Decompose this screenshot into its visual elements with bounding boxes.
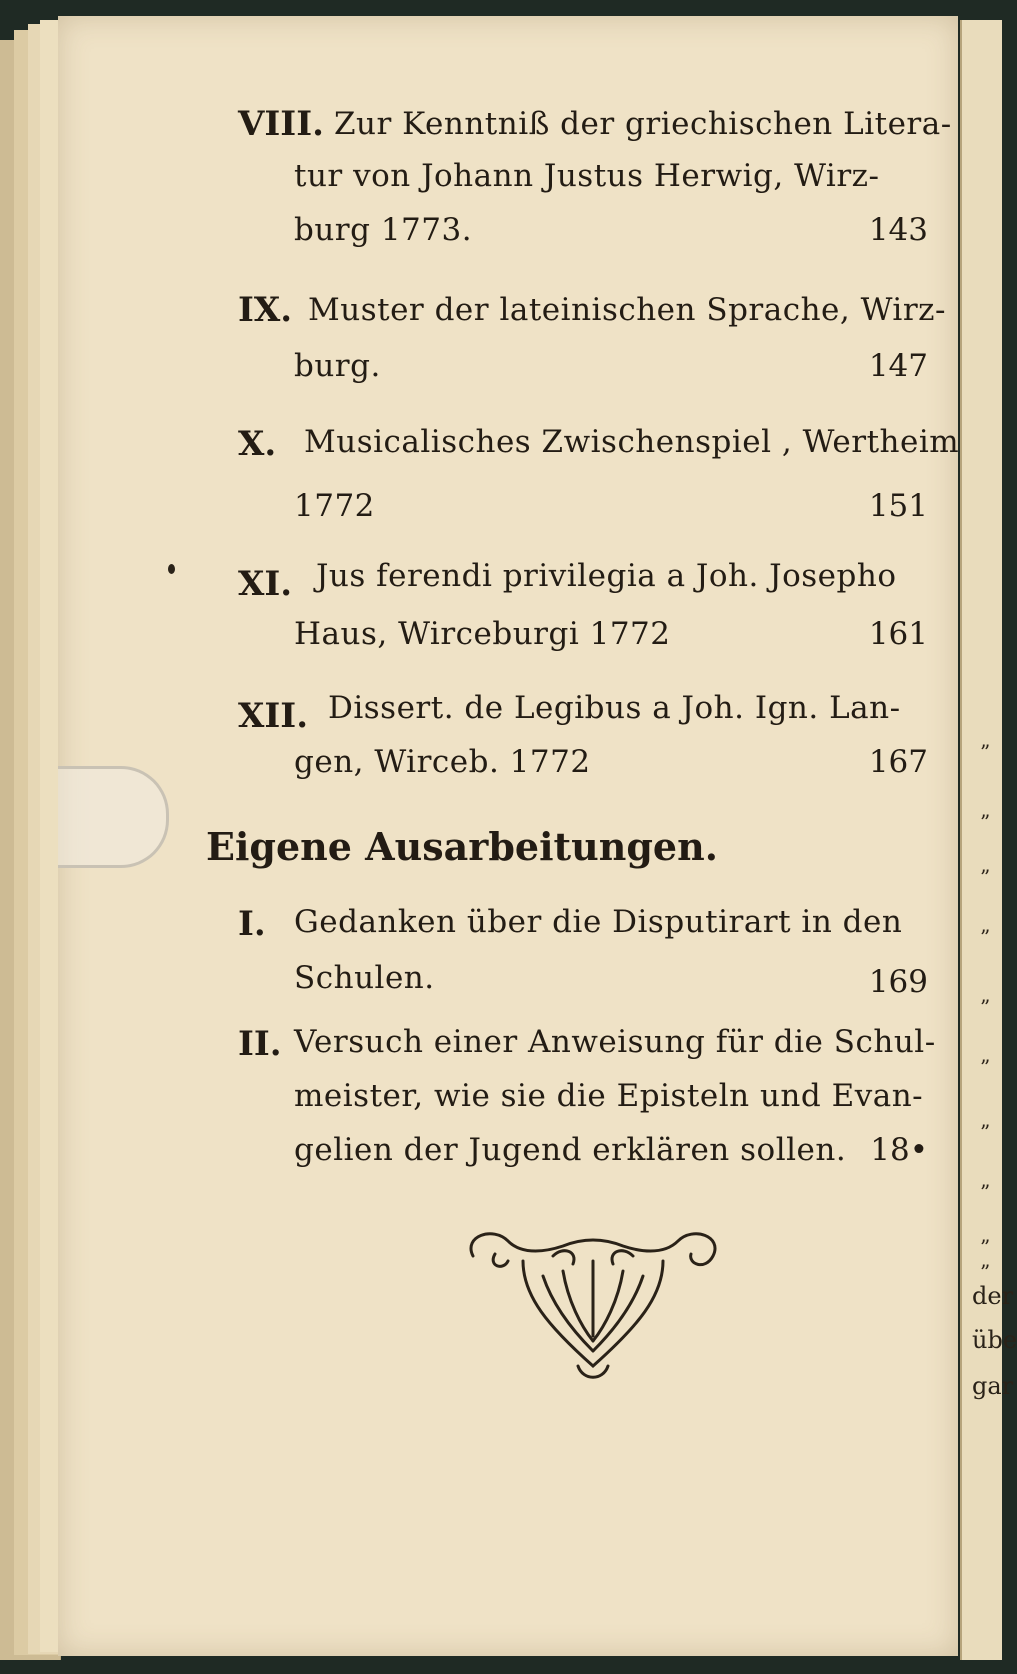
entry-number: I. — [238, 904, 266, 944]
entry-line: burg. — [294, 348, 381, 384]
entry-number: IX. — [238, 290, 293, 330]
entry-page-number: 161 — [868, 616, 928, 652]
entry-line: meister, wie sie die Episteln und Evan- — [294, 1078, 924, 1114]
entry-number: VIII. — [238, 104, 324, 144]
ink-dot — [168, 564, 175, 574]
quote-mark: ” — [980, 810, 991, 834]
entry-line: Musicalisches Zwischenspiel , Wertheim — [304, 424, 960, 460]
bookmark-clip[interactable] — [58, 766, 169, 868]
quote-mark: ” — [980, 740, 991, 764]
entry-page-number: 169 — [868, 964, 928, 1000]
entry-page-number: 151 — [868, 488, 928, 524]
entry-line: burg 1773. — [294, 212, 473, 248]
entry-line: 1772 — [294, 488, 375, 524]
entry-number: XII. — [238, 696, 309, 736]
entry-line: Zur Kenntniß der griechischen Litera- — [334, 106, 952, 142]
entry-number: X. — [238, 424, 277, 464]
entry-line: Schulen. — [294, 960, 435, 996]
entry-page-number: 18• — [870, 1132, 928, 1168]
quote-mark: ” — [980, 1260, 991, 1284]
facing-page-edge — [960, 20, 1017, 1660]
entry-line: tur von Johann Justus Herwig, Wirz- — [294, 158, 880, 194]
quote-mark: ” — [980, 995, 991, 1019]
quote-mark: ” — [980, 1180, 991, 1204]
quote-mark: ” — [980, 865, 991, 889]
entry-page-number: 167 — [868, 744, 928, 780]
floral-ornament-icon — [453, 1216, 733, 1396]
entry-line: Dissert. de Legibus a Joh. Ign. Lan- — [328, 690, 901, 726]
quote-mark: ” — [980, 1235, 991, 1259]
section-heading: Eigene Ausarbeitungen. — [206, 824, 718, 869]
quote-mark: ” — [980, 1055, 991, 1079]
entry-line: Gedanken über die Disputirart in den — [294, 904, 903, 940]
entry-line: Jus ferendi privilegia a Joh. Josepho — [316, 558, 897, 594]
facing-page-word: gar — [972, 1372, 1014, 1400]
entry-page-number: 143 — [868, 212, 928, 248]
entry-line: gelien der Jugend erklären sollen. — [294, 1132, 847, 1168]
entry-page-number: 147 — [868, 348, 928, 384]
entry-number: XI. — [238, 564, 293, 604]
entry-line: Haus, Wirceburgi 1772 — [294, 616, 671, 652]
book-page — [58, 16, 958, 1656]
entry-number: II. — [238, 1024, 282, 1064]
quote-mark: ” — [980, 925, 991, 949]
entry-line: Versuch einer Anweisung für die Schul- — [294, 1024, 936, 1060]
facing-page-word: übe — [972, 1326, 1017, 1354]
entry-line: gen, Wirceb. 1772 — [294, 744, 591, 780]
entry-line: Muster der lateinischen Sprache, Wirz- — [308, 292, 946, 328]
quote-mark: ” — [980, 1120, 991, 1144]
facing-page-word: der — [972, 1282, 1014, 1310]
